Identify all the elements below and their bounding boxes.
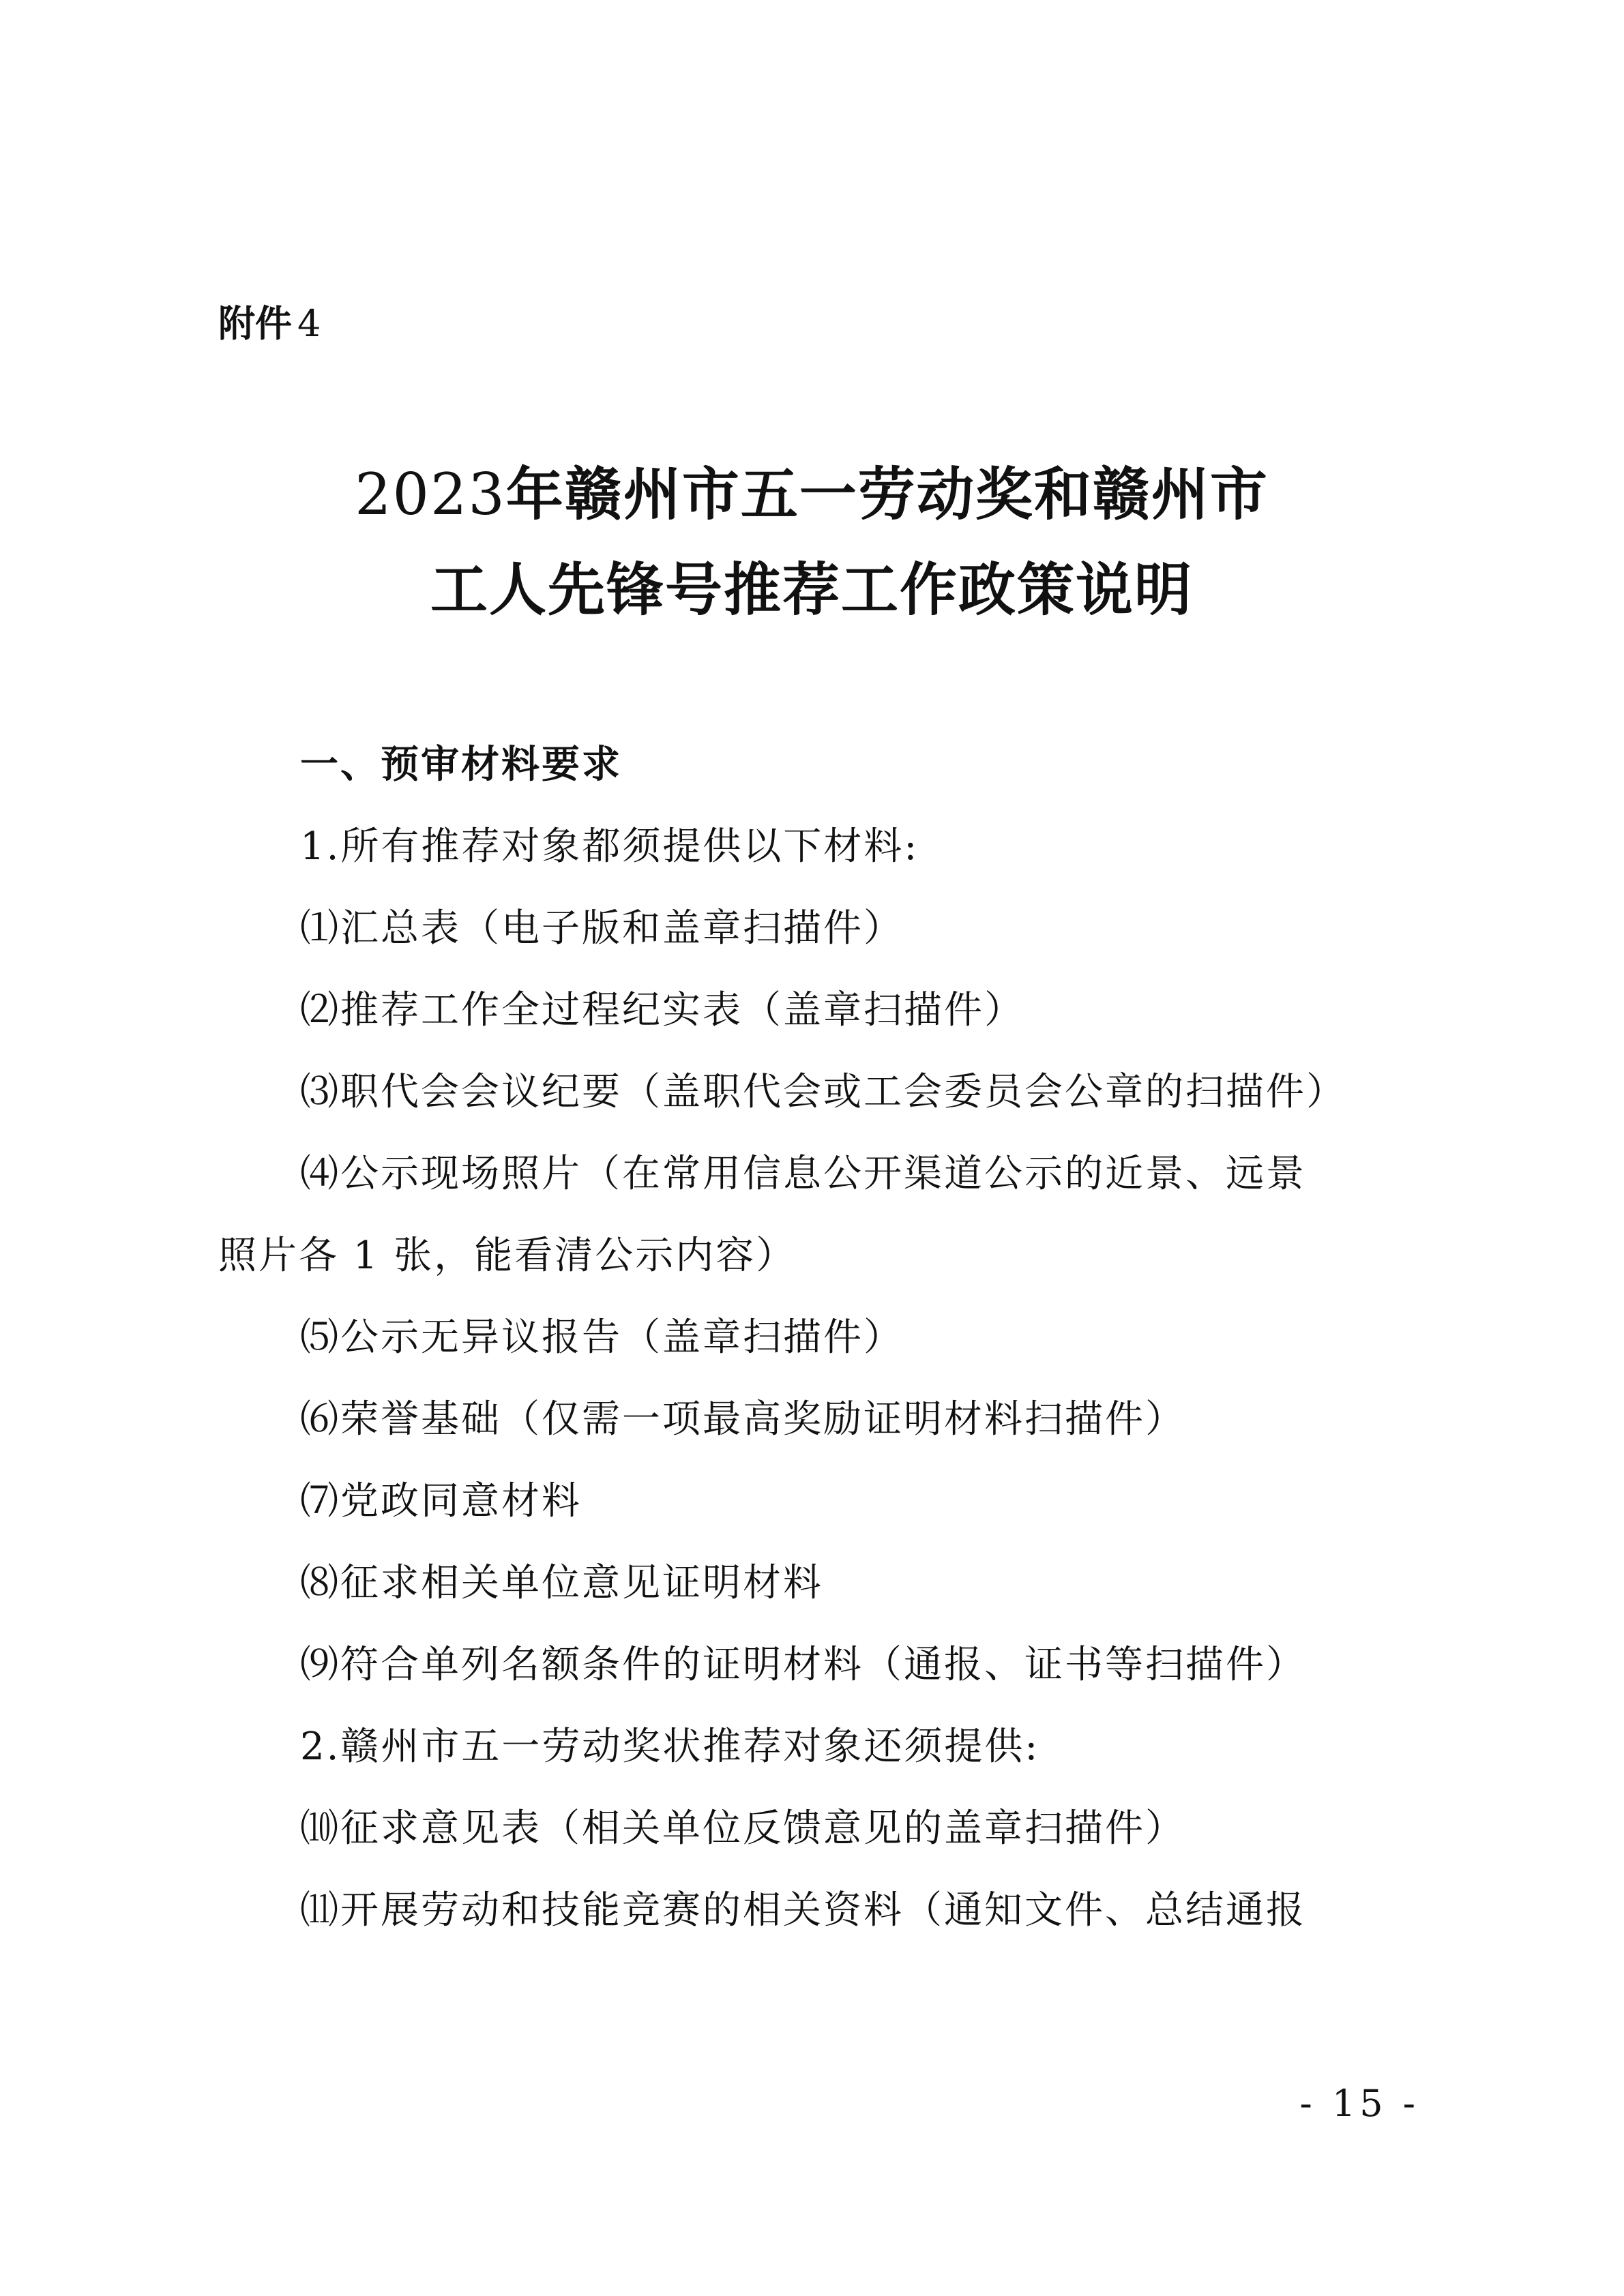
list-item-continuation: 照片各 1 张，能看清公示内容） (218, 1234, 797, 1278)
item1-intro: 1.所有推荐对象都须提供以下材料: (300, 824, 919, 869)
page-number: - 15 - (1299, 2082, 1419, 2125)
list-item: ⑶职代会会议纪要（盖职代会或工会委员会公章的扫描件） (300, 1070, 1346, 1114)
list-item: ⑷公示现场照片（在常用信息公开渠道公示的近景、远景 (300, 1152, 1306, 1196)
attachment-text: 附件 (218, 302, 292, 345)
item2-intro: 2.赣州市五一劳动奖状推荐对象还须提供: (300, 1725, 1040, 1769)
attachment-label (218, 300, 321, 348)
list-item: ⑽征求意见表（相关单位反馈意见的盖章扫描件） (300, 1806, 1185, 1851)
list-item: ⑴汇总表（电子版和盖章扫描件） (300, 906, 904, 951)
title-line1-text: 年赣州市五一劳动奖和赣州市 (505, 461, 1269, 528)
list-item: ⑹荣誉基础（仅需一项最高奖励证明材料扫描件） (300, 1397, 1185, 1442)
list-item: ⑺党政同意材料 (300, 1479, 582, 1523)
list-item: ⑵推荐工作全过程纪实表（盖章扫描件） (300, 988, 1024, 1032)
list-item: ⑸公示无异议报告（盖章扫描件） (300, 1315, 904, 1360)
list-item: ⑾开展劳动和技能竞赛的相关资料（通知文件、总结通报 (300, 1888, 1306, 1933)
attachment-number: 4 (297, 302, 321, 345)
list-item: ⑼符合单列名额条件的证明材料（通报、证书等扫描件） (300, 1643, 1306, 1687)
section-heading: 一、预审材料要求 (300, 743, 622, 787)
document-title-line2: 工人先锋号推荐工作政策说明 (430, 556, 1193, 623)
title-year: 2023 (355, 461, 506, 528)
list-item: ⑻征求相关单位意见证明材料 (300, 1561, 823, 1605)
document-title-line1 (218, 457, 1405, 532)
